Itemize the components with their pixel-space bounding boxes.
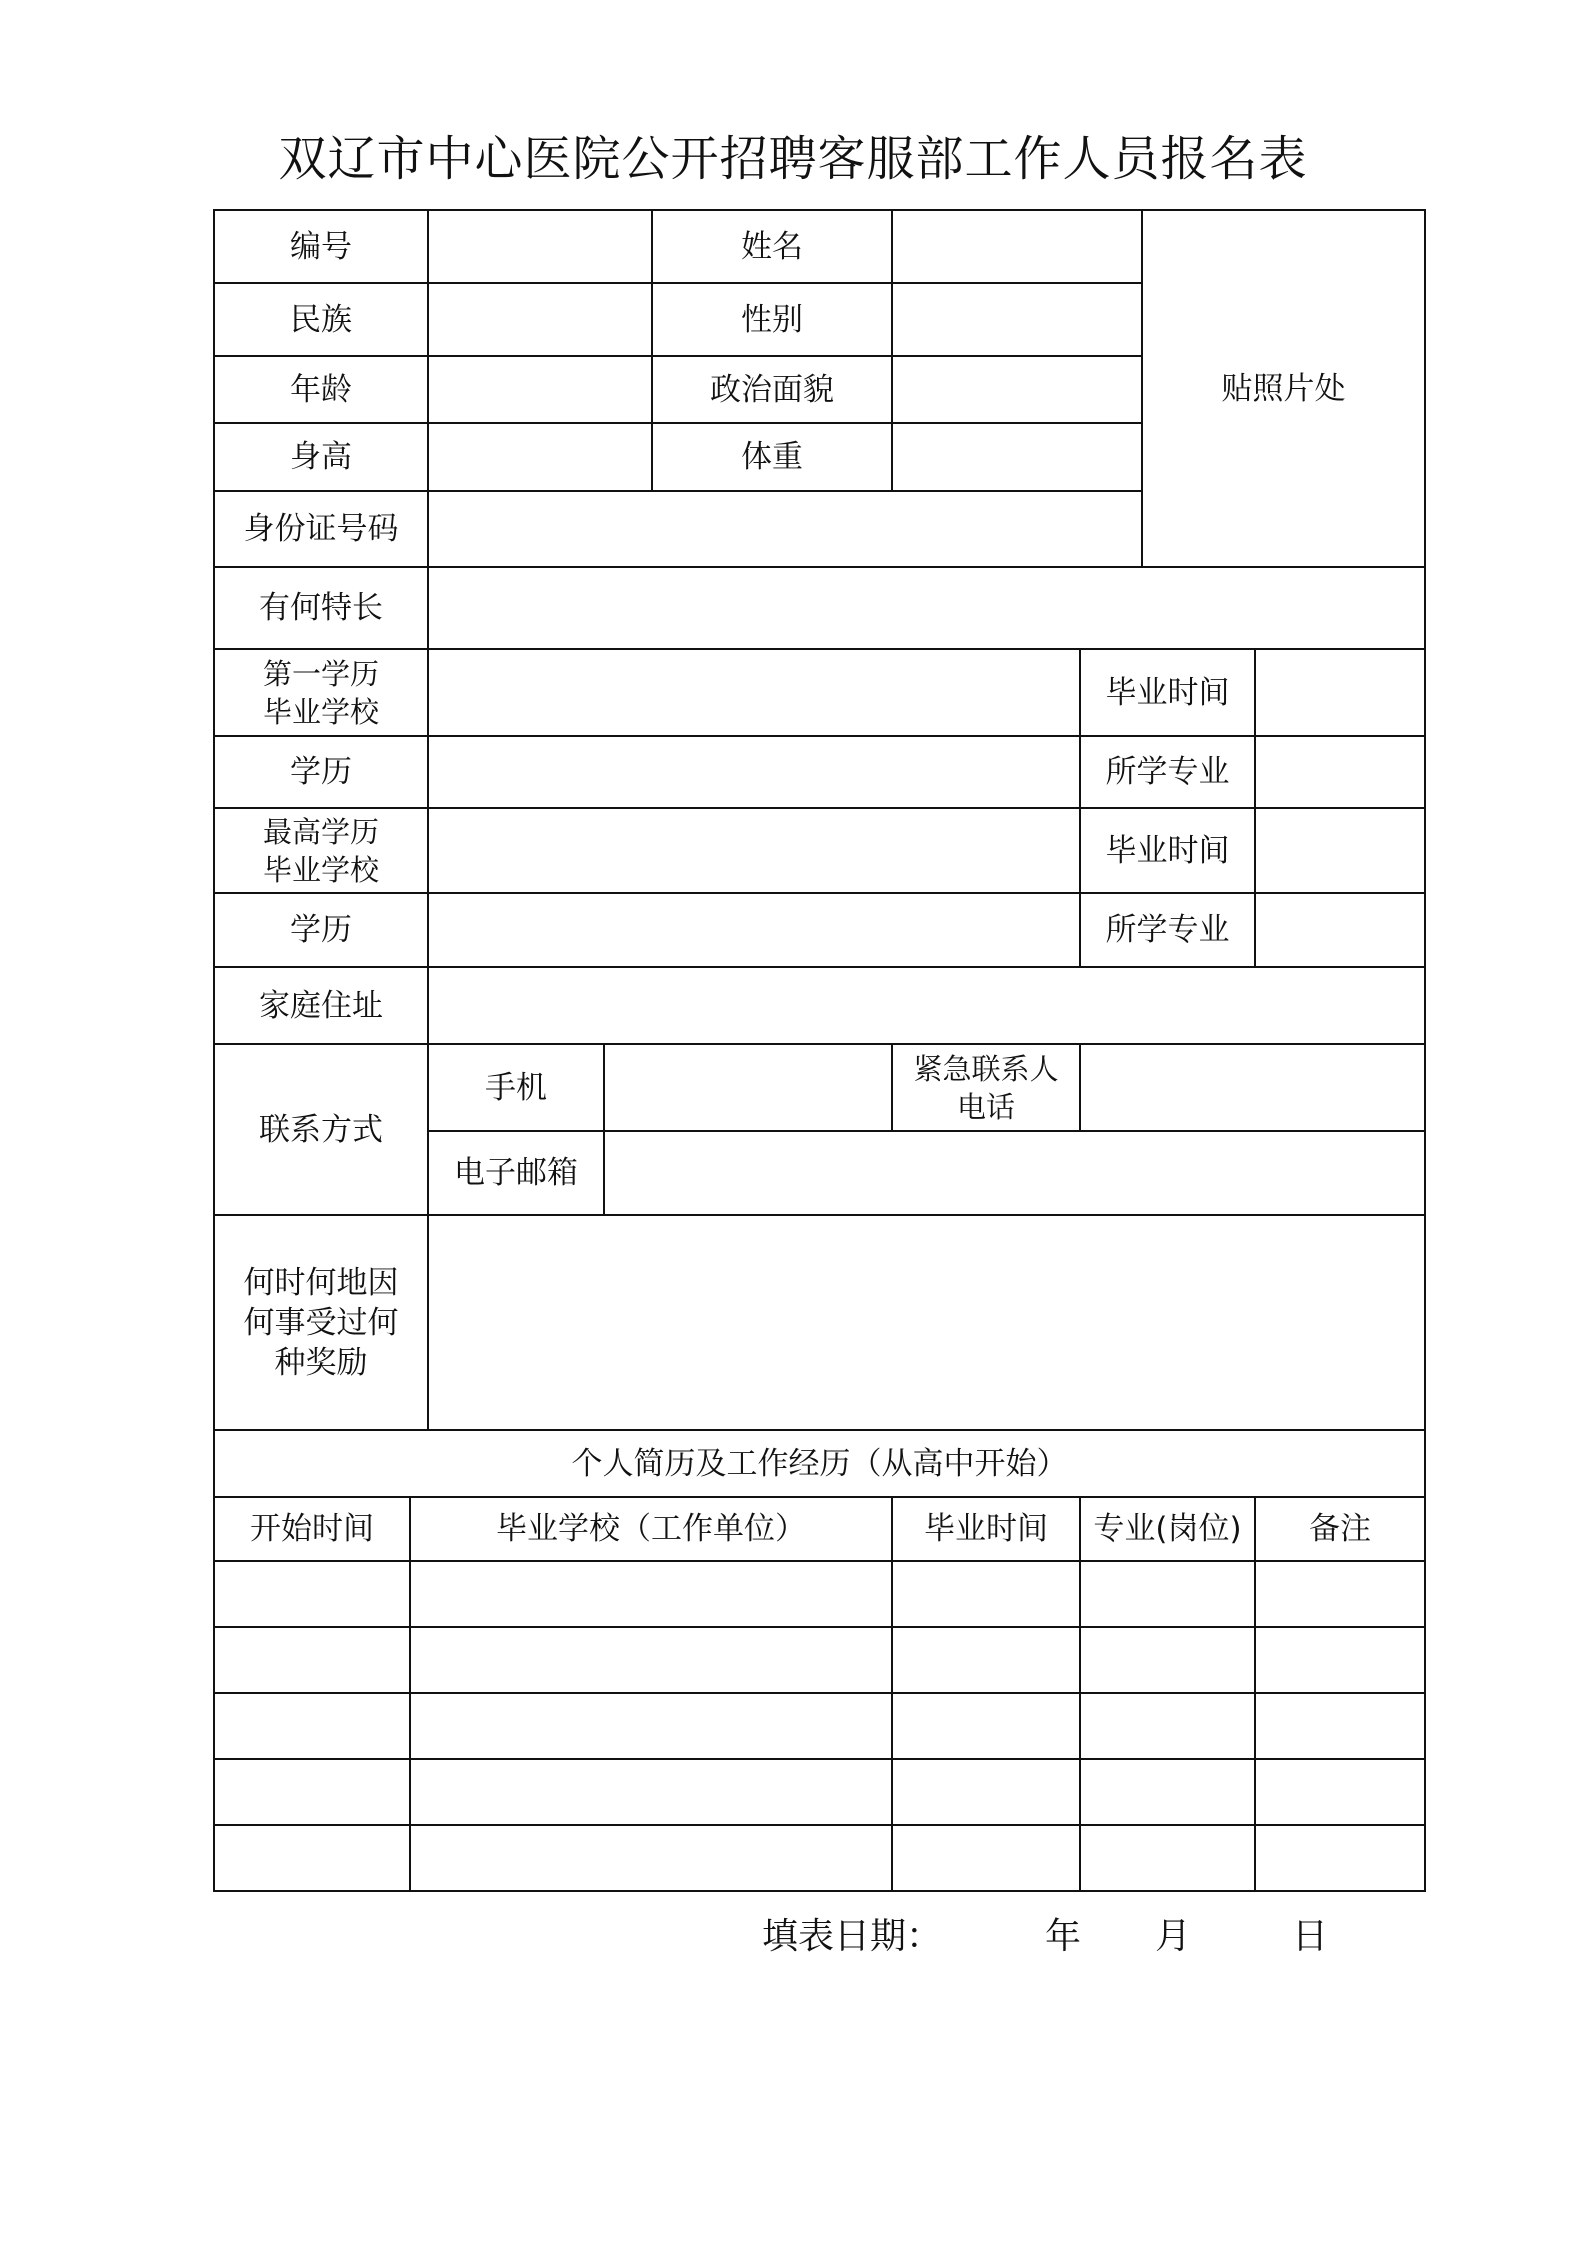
registration-form xyxy=(213,209,1426,1892)
label-first-school: 第一学历 毕业学校 xyxy=(214,649,428,736)
form-title: 双辽市中心医院公开招聘客服部工作人员报名表 xyxy=(278,131,1308,187)
top-education-field[interactable] xyxy=(428,893,1080,967)
label-top-grad-time: 毕业时间 xyxy=(1080,808,1255,893)
top-school-field[interactable] xyxy=(428,808,1080,893)
label-awards: 何时何地因 何事受过何 种奖励 xyxy=(214,1215,428,1430)
first-school-field[interactable] xyxy=(428,649,1080,736)
resume-cell[interactable] xyxy=(1080,1561,1255,1627)
age-field[interactable] xyxy=(428,356,652,423)
resume-cell[interactable] xyxy=(892,1693,1080,1759)
label-height: 身高 xyxy=(214,423,428,491)
label-id-number: 身份证号码 xyxy=(214,491,428,567)
top-major-field[interactable] xyxy=(1255,893,1425,967)
name-field[interactable] xyxy=(892,210,1142,283)
label-mobile: 手机 xyxy=(428,1044,604,1131)
address-field[interactable] xyxy=(428,967,1425,1044)
label-top-major: 所学专业 xyxy=(1080,893,1255,967)
resume-cell[interactable] xyxy=(1255,1627,1425,1693)
resume-row xyxy=(214,1759,1425,1825)
label-name: 姓名 xyxy=(652,210,892,283)
resume-cell[interactable] xyxy=(214,1693,410,1759)
mobile-field[interactable] xyxy=(604,1044,892,1131)
resume-col-major: 专业(岗位) xyxy=(1080,1497,1255,1561)
label-political: 政治面貌 xyxy=(652,356,892,423)
resume-cell[interactable] xyxy=(214,1759,410,1825)
label-specialty: 有何特长 xyxy=(214,567,428,649)
label-age: 年龄 xyxy=(214,356,428,423)
resume-cell[interactable] xyxy=(410,1561,892,1627)
resume-cell[interactable] xyxy=(892,1825,1080,1891)
top-grad-time-field[interactable] xyxy=(1255,808,1425,893)
gender-field[interactable] xyxy=(892,283,1142,356)
fill-date-year: 年 xyxy=(1045,1916,1082,1957)
fill-date-label: 填表日期： xyxy=(762,1916,943,1957)
label-gender: 性别 xyxy=(652,283,892,356)
resume-cell[interactable] xyxy=(214,1561,410,1627)
resume-section-title: 个人简历及工作经历（从高中开始） xyxy=(214,1430,1425,1497)
label-contact: 联系方式 xyxy=(214,1044,428,1215)
label-first-grad-time: 毕业时间 xyxy=(1080,649,1255,736)
resume-col-notes: 备注 xyxy=(1255,1497,1425,1561)
resume-cell[interactable] xyxy=(410,1825,892,1891)
awards-field[interactable] xyxy=(428,1215,1425,1430)
resume-row xyxy=(214,1561,1425,1627)
resume-row xyxy=(214,1693,1425,1759)
label-weight: 体重 xyxy=(652,423,892,491)
resume-cell[interactable] xyxy=(1080,1759,1255,1825)
weight-field[interactable] xyxy=(892,423,1142,491)
resume-cell[interactable] xyxy=(410,1627,892,1693)
email-field[interactable] xyxy=(604,1131,1425,1215)
resume-cell[interactable] xyxy=(1255,1759,1425,1825)
resume-col-school: 毕业学校（工作单位） xyxy=(410,1497,892,1561)
label-top-school: 最高学历 毕业学校 xyxy=(214,808,428,893)
emergency-field[interactable] xyxy=(1080,1044,1425,1131)
political-field[interactable] xyxy=(892,356,1142,423)
resume-row xyxy=(214,1627,1425,1693)
resume-cell[interactable] xyxy=(214,1825,410,1891)
resume-cell[interactable] xyxy=(1080,1825,1255,1891)
resume-cell[interactable] xyxy=(892,1759,1080,1825)
resume-cell[interactable] xyxy=(1080,1693,1255,1759)
number-field[interactable] xyxy=(428,210,652,283)
resume-col-grad-time: 毕业时间 xyxy=(892,1497,1080,1561)
ethnicity-field[interactable] xyxy=(428,283,652,356)
fill-date-month: 月 xyxy=(1155,1916,1192,1957)
id-number-field[interactable] xyxy=(428,491,1142,567)
fill-date-day: 日 xyxy=(1292,1916,1329,1957)
fill-date-line xyxy=(0,1900,1586,1960)
resume-cell[interactable] xyxy=(410,1759,892,1825)
specialty-field[interactable] xyxy=(428,567,1425,649)
resume-cell[interactable] xyxy=(892,1627,1080,1693)
label-number: 编号 xyxy=(214,210,428,283)
first-major-field[interactable] xyxy=(1255,736,1425,808)
label-first-education: 学历 xyxy=(214,736,428,808)
first-education-field[interactable] xyxy=(428,736,1080,808)
label-ethnicity: 民族 xyxy=(214,283,428,356)
resume-cell[interactable] xyxy=(214,1627,410,1693)
height-field[interactable] xyxy=(428,423,652,491)
resume-cell[interactable] xyxy=(1080,1627,1255,1693)
label-top-education: 学历 xyxy=(214,893,428,967)
resume-row xyxy=(214,1825,1425,1891)
label-first-major: 所学专业 xyxy=(1080,736,1255,808)
first-grad-time-field[interactable] xyxy=(1255,649,1425,736)
photo-area: 贴照片处 xyxy=(1142,210,1425,567)
label-address: 家庭住址 xyxy=(214,967,428,1044)
label-email: 电子邮箱 xyxy=(428,1131,604,1215)
resume-cell[interactable] xyxy=(1255,1561,1425,1627)
resume-cell[interactable] xyxy=(410,1693,892,1759)
resume-cell[interactable] xyxy=(1255,1693,1425,1759)
resume-cell[interactable] xyxy=(1255,1825,1425,1891)
resume-col-start-time: 开始时间 xyxy=(214,1497,410,1561)
label-emergency: 紧急联系人 电话 xyxy=(892,1044,1080,1131)
resume-cell[interactable] xyxy=(892,1561,1080,1627)
